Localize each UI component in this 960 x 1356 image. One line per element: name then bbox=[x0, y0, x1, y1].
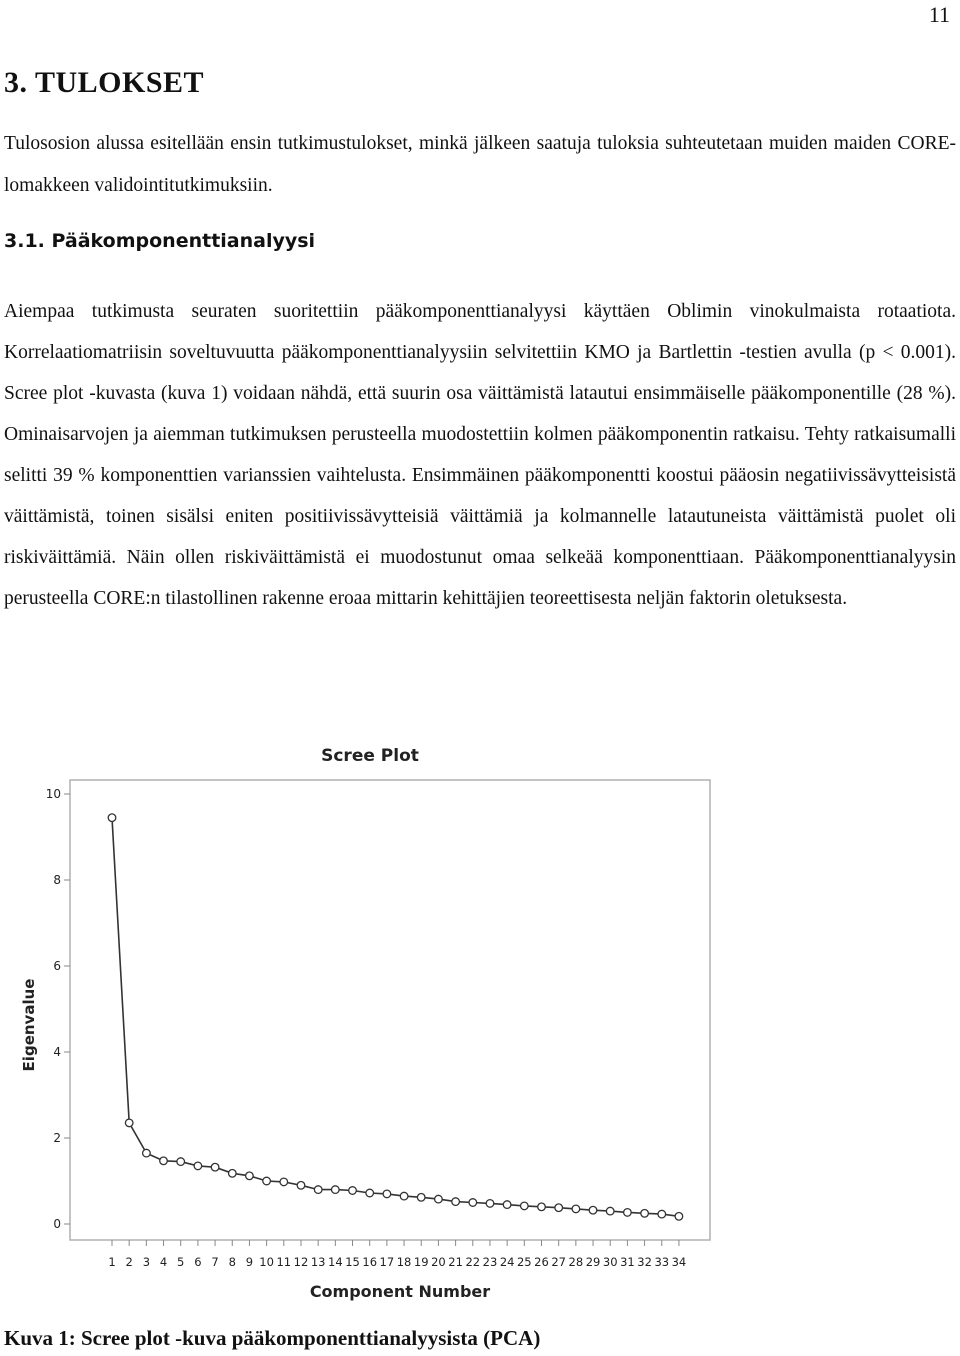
x-tick-label: 16 bbox=[362, 1255, 378, 1269]
x-tick-label: 13 bbox=[310, 1255, 326, 1269]
scree-point bbox=[263, 1177, 271, 1185]
x-tick-label: 21 bbox=[448, 1255, 463, 1269]
body-paragraph: Aiempaa tutkimusta seuraten suoritettiin pääkomponenttianalyysi käyttäen Oblimin vinokulmaista rotaatiota. Korrelaatiomatriisin soveltuvuutta pääkomponenttianalyysiin selvitettiin KMO ja Bartlettin -testien avulla (p < 0.001). Scree plot -kuvasta (kuva 1) voidaan nähdä, että suurin osa väittämistä latautui ensimmäiselle pääkomponentille (28 %). Ominaisarvojen ja aiemman tutkimuksen perusteella muodostettiin kolmen pääkomponentin ratkaisu. Tehty ratkaisumalli selitti 39 % komponenttien varianssien vaihtelusta. Ensimmäinen pääkomponentti koostui pääosin negatiivissävytteisistä väittämistä, toinen sisälsi eniten positiivissävytteisiä väittämiä ja kolmannelle latautuneista väittämistä puolet oli riskiväittämiä. Näin ollen riskiväittämistä ei muodostunut omaa selkeää komponenttiaan. Pääkomponenttianalyysin perusteella CORE:n tilastollinen rakenne eroaa mittarin kehittäjien teoreettisesta neljän faktorin oletuksesta. bbox=[4, 301, 956, 609]
x-tick-label: 20 bbox=[431, 1255, 446, 1269]
x-tick-label: 25 bbox=[516, 1255, 532, 1269]
x-tick-label: 31 bbox=[620, 1255, 635, 1269]
scree-point bbox=[143, 1149, 151, 1157]
x-tick-label: 17 bbox=[379, 1255, 395, 1269]
scree-point bbox=[624, 1209, 632, 1217]
x-tick-label: 4 bbox=[159, 1255, 168, 1269]
x-tick-label: 5 bbox=[177, 1255, 185, 1269]
x-tick-label: 7 bbox=[211, 1255, 219, 1269]
y-tick-label: 6 bbox=[53, 959, 61, 973]
y-tick-label: 2 bbox=[53, 1131, 61, 1145]
page-number: 11 bbox=[928, 2, 950, 27]
scree-point bbox=[160, 1157, 168, 1165]
x-tick-label: 14 bbox=[328, 1255, 343, 1269]
scree-point bbox=[246, 1172, 254, 1180]
y-tick-label: 4 bbox=[53, 1045, 61, 1059]
x-tick-label: 8 bbox=[228, 1255, 236, 1269]
y-axis-ticks bbox=[46, 787, 70, 1231]
scree-point bbox=[194, 1162, 202, 1170]
x-tick-label: 3 bbox=[142, 1255, 151, 1269]
scree-point bbox=[572, 1205, 580, 1213]
scree-point bbox=[229, 1170, 237, 1178]
scree-point bbox=[503, 1201, 511, 1209]
scree-point bbox=[366, 1189, 374, 1197]
x-tick-label: 11 bbox=[276, 1255, 292, 1269]
y-tick-label: 0 bbox=[53, 1217, 61, 1231]
chart-frame bbox=[70, 780, 710, 1240]
scree-point bbox=[555, 1204, 563, 1212]
scree-point bbox=[383, 1190, 391, 1198]
scree-point bbox=[538, 1203, 546, 1211]
subsection-heading: 3.1. Pääkomponenttianalyysi bbox=[4, 230, 316, 252]
y-tick-label: 8 bbox=[53, 873, 61, 887]
scree-point bbox=[435, 1195, 443, 1203]
x-tick-label: 2 bbox=[125, 1255, 133, 1269]
y-tick-label: 10 bbox=[45, 787, 61, 801]
scree-plot-chart bbox=[0, 735, 960, 1310]
x-tick-label: 24 bbox=[499, 1255, 515, 1269]
x-tick-label: 22 bbox=[465, 1255, 481, 1269]
x-tick-label: 27 bbox=[551, 1255, 567, 1269]
figure-caption: Kuva 1: Scree plot -kuva pääkomponenttianalyysista (PCA) bbox=[4, 1326, 541, 1350]
scree-point bbox=[452, 1198, 460, 1206]
chart-y-axis-label: Eigenvalue bbox=[20, 978, 38, 1072]
x-tick-label: 23 bbox=[482, 1255, 498, 1269]
scree-point bbox=[469, 1199, 477, 1207]
x-tick-label: 34 bbox=[671, 1255, 687, 1269]
x-tick-label: 33 bbox=[654, 1255, 670, 1269]
scree-point bbox=[108, 814, 116, 822]
x-tick-label: 10 bbox=[259, 1255, 274, 1269]
scree-point bbox=[521, 1202, 529, 1210]
x-tick-label: 15 bbox=[345, 1255, 360, 1269]
x-tick-label: 28 bbox=[568, 1255, 584, 1269]
x-tick-label: 12 bbox=[293, 1255, 309, 1269]
scree-point bbox=[332, 1186, 340, 1194]
x-tick-label: 1 bbox=[108, 1255, 116, 1269]
scree-point bbox=[641, 1210, 649, 1218]
scree-point bbox=[349, 1187, 357, 1195]
scree-point bbox=[297, 1182, 305, 1190]
section-heading: 3. TULOKSET bbox=[4, 66, 205, 99]
scree-point bbox=[486, 1200, 494, 1208]
scree-point bbox=[280, 1178, 288, 1186]
scree-point bbox=[417, 1194, 425, 1202]
scree-point bbox=[589, 1206, 597, 1214]
x-tick-label: 19 bbox=[413, 1255, 429, 1269]
scree-point bbox=[675, 1213, 683, 1221]
x-tick-label: 6 bbox=[194, 1255, 202, 1269]
chart-x-axis-label: Component Number bbox=[309, 1282, 491, 1301]
scree-point bbox=[314, 1186, 322, 1194]
x-axis-ticks bbox=[108, 1240, 686, 1269]
x-tick-label: 29 bbox=[585, 1255, 601, 1269]
scree-point bbox=[658, 1210, 666, 1218]
scree-point bbox=[211, 1163, 219, 1171]
scree-point bbox=[177, 1158, 185, 1166]
x-tick-label: 26 bbox=[534, 1255, 549, 1269]
x-tick-label: 18 bbox=[396, 1255, 412, 1269]
scree-point bbox=[400, 1192, 408, 1200]
x-tick-label: 32 bbox=[637, 1255, 652, 1269]
x-tick-label: 30 bbox=[602, 1255, 618, 1269]
scree-point bbox=[606, 1207, 614, 1215]
chart-title: Scree Plot bbox=[321, 746, 419, 766]
x-tick-label: 9 bbox=[245, 1255, 254, 1269]
scree-point bbox=[125, 1119, 133, 1127]
intro-paragraph: Tulososion alussa esitellään ensin tutkimustulokset, minkä jälkeen saatuja tuloksia suhteutetaan muiden maiden CORE-lomakkeen validointitutkimuksiin. bbox=[4, 133, 956, 196]
